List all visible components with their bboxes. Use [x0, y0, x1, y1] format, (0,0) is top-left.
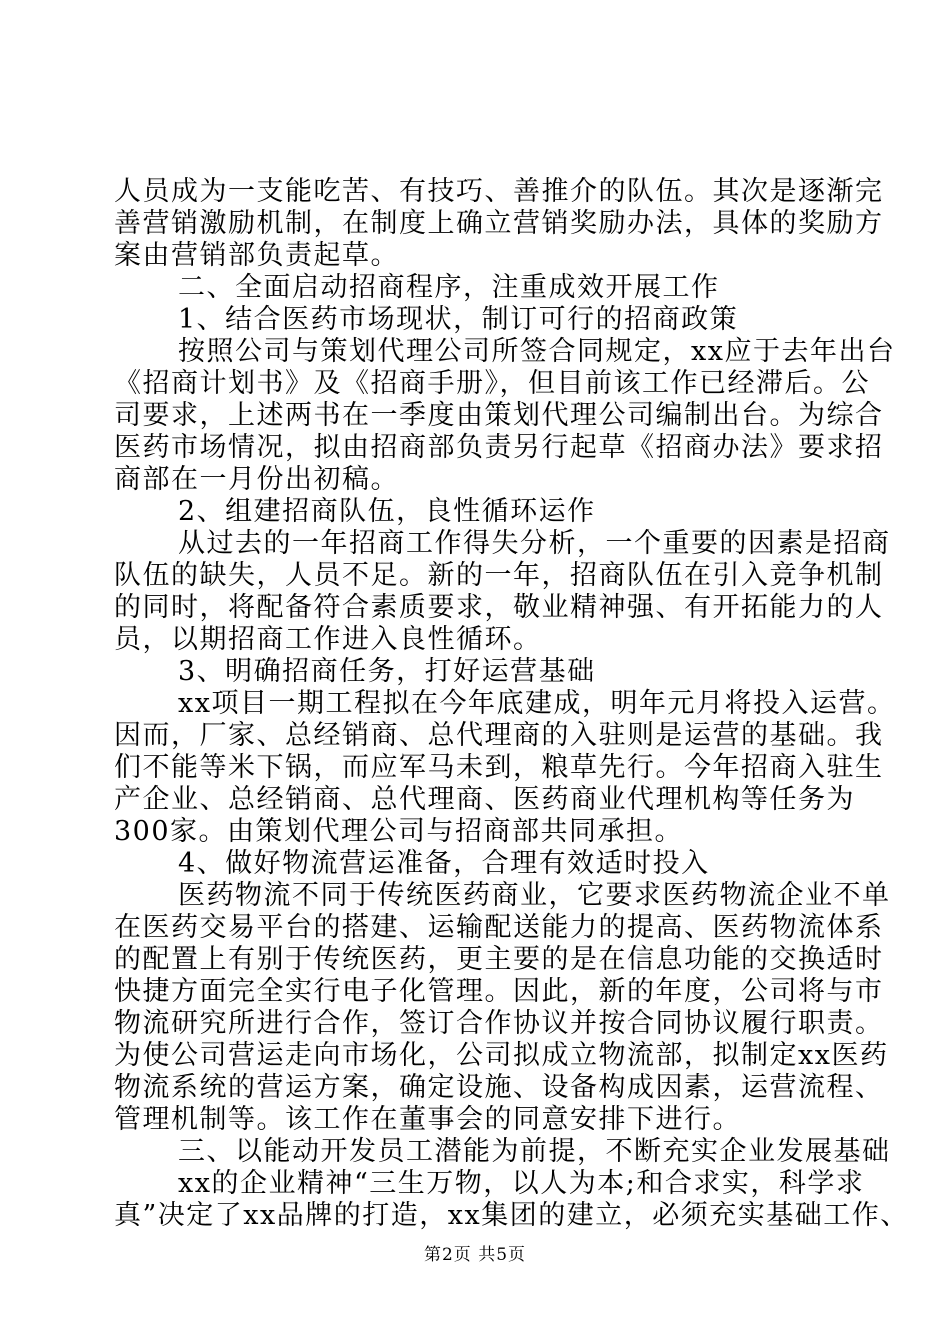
section-heading: 三、以能动开发员工潜能为前提，不断充实企业发展基础 — [178, 1136, 891, 1167]
subsection-heading: 1、结合医药市场现状，制订可行的招商政策 — [178, 304, 739, 335]
text-line: xx项目一期工程拟在今年底建成，明年元月将投入运营。 — [178, 688, 896, 719]
text-line: 们不能等米下锅，而应军马未到，粮草先行。今年招商入驻生 — [114, 752, 884, 783]
subsection-heading: 3、明确招商任务，打好运营基础 — [178, 656, 596, 687]
text-line: 的配置上有别于传统医药，更主要的是在信息功能的交换适时 — [114, 944, 884, 975]
text-line: 案由营销部负责起草。 — [114, 240, 399, 271]
text-line: 在医药交易平台的搭建、运输配送能力的提高、医药物流体系 — [114, 912, 884, 943]
text-line: 因而，厂家、总经销商、总代理商的入驻则是运营的基础。我 — [114, 720, 884, 751]
subsection-heading: 2、组建招商队伍，良性循环运作 — [178, 496, 596, 527]
text-line: 300家。由策划代理公司与招商部共同承担。 — [114, 816, 684, 847]
text-line: 的同时，将配备符合素质要求，敬业精神强、有开拓能力的人 — [114, 592, 884, 623]
text-line: 物流系统的营运方案，确定设施、设备构成因素，运营流程、 — [114, 1072, 884, 1103]
page-footer: 第2页 共5页 — [423, 1245, 527, 1265]
text-line: 医药市场情况，拟由招商部负责另行起草《招商办法》要求招 — [114, 432, 884, 463]
text-line: 管理机制等。该工作在董事会的同意安排下进行。 — [114, 1104, 741, 1135]
text-line: 快捷方面完全实行电子化管理。因此，新的年度，公司将与市 — [114, 976, 884, 1007]
text-line: 队伍的缺失，人员不足。新的一年，招商队伍在引入竞争机制 — [114, 560, 884, 591]
text-line: 产企业、总经销商、总代理商、医药商业代理机构等任务为 — [114, 784, 855, 815]
text-line: 为使公司营运走向市场化，公司拟成立物流部，拟制定xx医药 — [114, 1040, 889, 1071]
text-line: 真”决定了xx品牌的打造，xx集团的建立，必须充实基础工作、 — [114, 1200, 909, 1231]
text-line: 《招商计划书》及《招商手册》，但目前该工作已经滞后。公 — [114, 368, 870, 399]
text-line: 商部在一月份出初稿。 — [114, 464, 399, 495]
text-line: 从过去的一年招商工作得失分析，一个重要的因素是招商 — [178, 528, 891, 559]
text-line: 司要求，上述两书在一季度由策划代理公司编制出台。为综合 — [114, 400, 884, 431]
subsection-heading: 4、做好物流营运准备，合理有效适时投入 — [178, 848, 710, 879]
text-line: 人员成为一支能吃苦、有技巧、善推介的队伍。其次是逐渐完 — [114, 176, 884, 207]
section-heading: 二、全面启动招商程序，注重成效开展工作 — [178, 272, 720, 303]
text-line: 员，以期招商工作进入良性循环。 — [114, 624, 542, 655]
text-line: xx的企业精神“三生万物，以人为本;和合求实，科学求 — [178, 1168, 865, 1199]
text-line: 医药物流不同于传统医药商业，它要求医药物流企业不单 — [178, 880, 891, 911]
text-line: 按照公司与策划代理公司所签合同规定，xx应于去年出台 — [178, 336, 896, 367]
text-line: 物流研究所进行合作，签订合作协议并按合同协议履行职责。 — [114, 1008, 884, 1039]
text-line: 善营销激励机制，在制度上确立营销奖励办法，具体的奖励方 — [114, 208, 884, 239]
